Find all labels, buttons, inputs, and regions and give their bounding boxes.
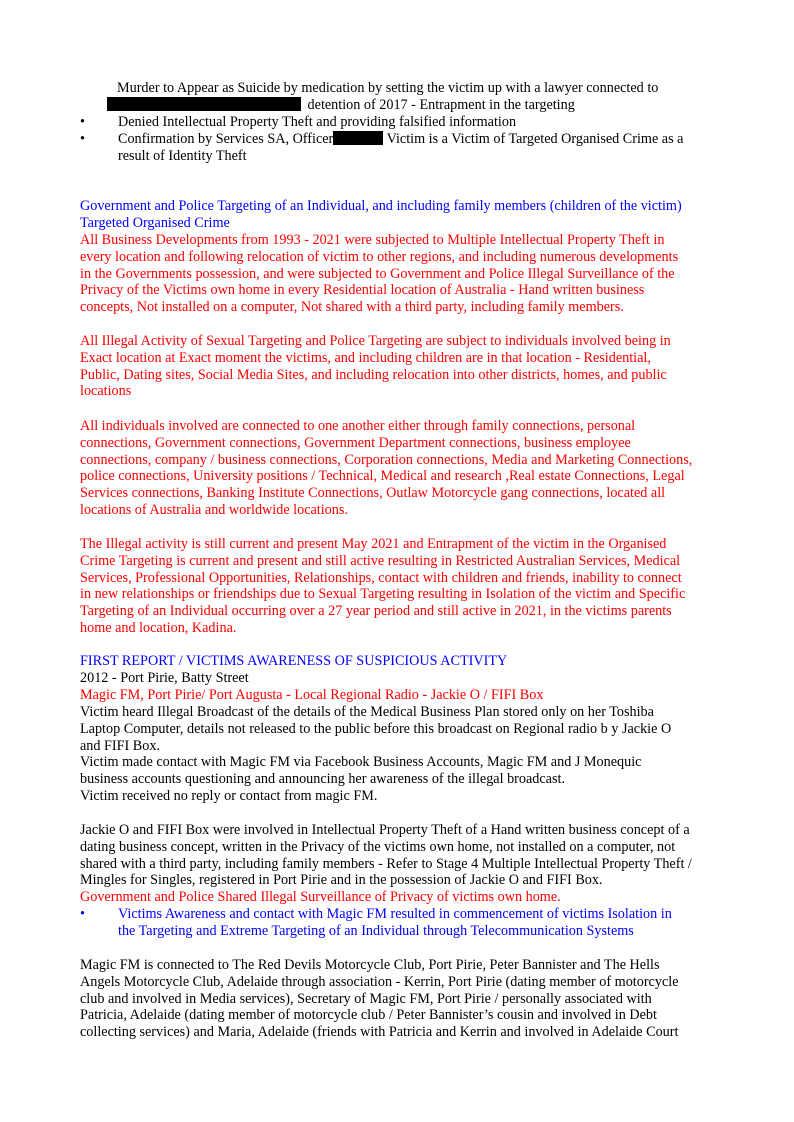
bullet-item-confirmation (118, 131, 718, 165)
confirmation-text-cont: Victim is a Victim of Targeted Organised Crime as a (386, 131, 684, 147)
redaction-bar (333, 131, 383, 145)
date-location-line: 2012 - Port Pirie, Batty Street (80, 670, 249, 686)
paragraph-jackie-o: Jackie O and FIFI Box were involved in Intellectual Property Theft of a Hand written business concept of a dating business concept, written in the Privacy of the victims own home, not installed on a computer, not shared with a third party, including family members - Refer to Stage 4 Multiple Intellectual Property Theft / Mingles for Singles, registered in Port Pirie and in the possession of Jackie O and FIFI Box. (80, 822, 692, 889)
paragraph-magic-fm: Magic FM is connected to The Red Devils Motorcycle Club, Port Pirie, Peter Bannister and The Hells Angels Motorcycle Club, Adelaide through association - Kerrin, Port Pirie (dating member of motorcycle club and involved in Media services), Secretary of Magic FM, Port Pirie / personally associated with Patricia, Adelaide (dating member of motorcycle club / Peter Bannister’s cousin and involved in Debt collecting services) and Maria, Adelaide (friends with Patricia and Kerrin and involved in Adelaide Court (80, 957, 679, 1041)
paragraph-ip-theft: All Business Developments from 1993 - 2021 were subjected to Multiple Intellectual Property Theft in every location and following relocation of victim to other regions, and including numerous developments in the Governments possession, and were subjected to Government and Police Illegal Surveillance of the Privacy of the Victims own home in every Residential location of Australia - Hand written business concepts, Not installed on a computer, Not shared with a third party, including family members. (80, 232, 679, 316)
detention-text: detention of 2017 - Entrapment in the targeting (307, 97, 575, 113)
bullet-item-isolation: Victims Awareness and contact with Magic FM resulted in commencement of victims Isolation in the Targeting and Extreme Targeting of an Individual through Telecommunication Systems (118, 906, 672, 939)
continued-line: Murder to Appear as Suicide by medication by setting the victim up with a lawyer connected to (117, 80, 659, 96)
radio-source-line: Magic FM, Port Pirie/ Port Augusta - Local Regional Radio - Jackie O / FIFI Box (80, 687, 544, 703)
confirmation-text: Confirmation by Services SA, Officer (118, 131, 334, 147)
paragraph-broadcast: Victim heard Illegal Broadcast of the details of the Medical Business Plan stored only on her Toshiba Laptop Computer, details not released to the public before this broadcast on Regional radio b y Jackie O and FIFI Box. Victim made contact with Magic FM via Facebook Business Accounts, Magic FM and J Monequic business accounts questioning and announcing her awareness of the illegal broadcast. Victim received no reply or contact from magic FM. (80, 704, 672, 804)
section-heading: Government and Police Targeting of an Individual, and including family members (children of the victim) (80, 198, 682, 214)
paragraph-current-activity: The Illegal activity is still current and present May 2021 and Entrapment of the victim in the Organised Crime Targeting is current and present and still active resulting in Restricted Australian Services, Medical Services, Professional Opportunities, Relationships, contact with children and friends, inability to connect in new relationships or friendships due to Sexual Targeting resulting in Isolation of the victim and Specific Targeting of an Individual occurring over a 27 year period and still active in 2021, in the victims parents home and location, Kadina. (80, 536, 686, 636)
bullet-item-denied: Denied Intellectual Property Theft and providing falsified information (118, 114, 517, 130)
paragraph-illegal-activity: All Illegal Activity of Sexual Targeting and Police Targeting are subject to individuals involved being in Exact location at Exact moment the victims, and including children are in that location - Residential, Public, Dating sites, Social Media Sites, and including relocation into other districts, homes, and public locations (80, 333, 671, 400)
surveillance-line: Government and Police Shared Illegal Surveillance of Privacy of victims own home. (80, 889, 561, 905)
paragraph-connections: All individuals involved are connected to one another either through family connections, personal connections, Government connections, Government Department connections, business employee connections, company / business connections, Corporation connections, Media and Marketing Connections, police connections, University positions / Technical, Medical and research ,Real estate Connections, Legal Services connections, Banking Institute Connections, Outlaw Motorcycle gang connections, located all locations of Australia and worldwide locations. (80, 418, 693, 518)
redacted-line (107, 97, 575, 114)
section-subheading: Targeted Organised Crime (80, 215, 230, 231)
bullet-icon: • (80, 131, 85, 147)
redaction-bar (107, 97, 301, 111)
confirmation-text-end: result of Identity Theft (118, 147, 247, 164)
first-report-heading: FIRST REPORT / VICTIMS AWARENESS OF SUSPICIOUS ACTIVITY (80, 653, 508, 669)
bullet-icon: • (80, 114, 85, 130)
bullet-icon: • (80, 906, 85, 922)
